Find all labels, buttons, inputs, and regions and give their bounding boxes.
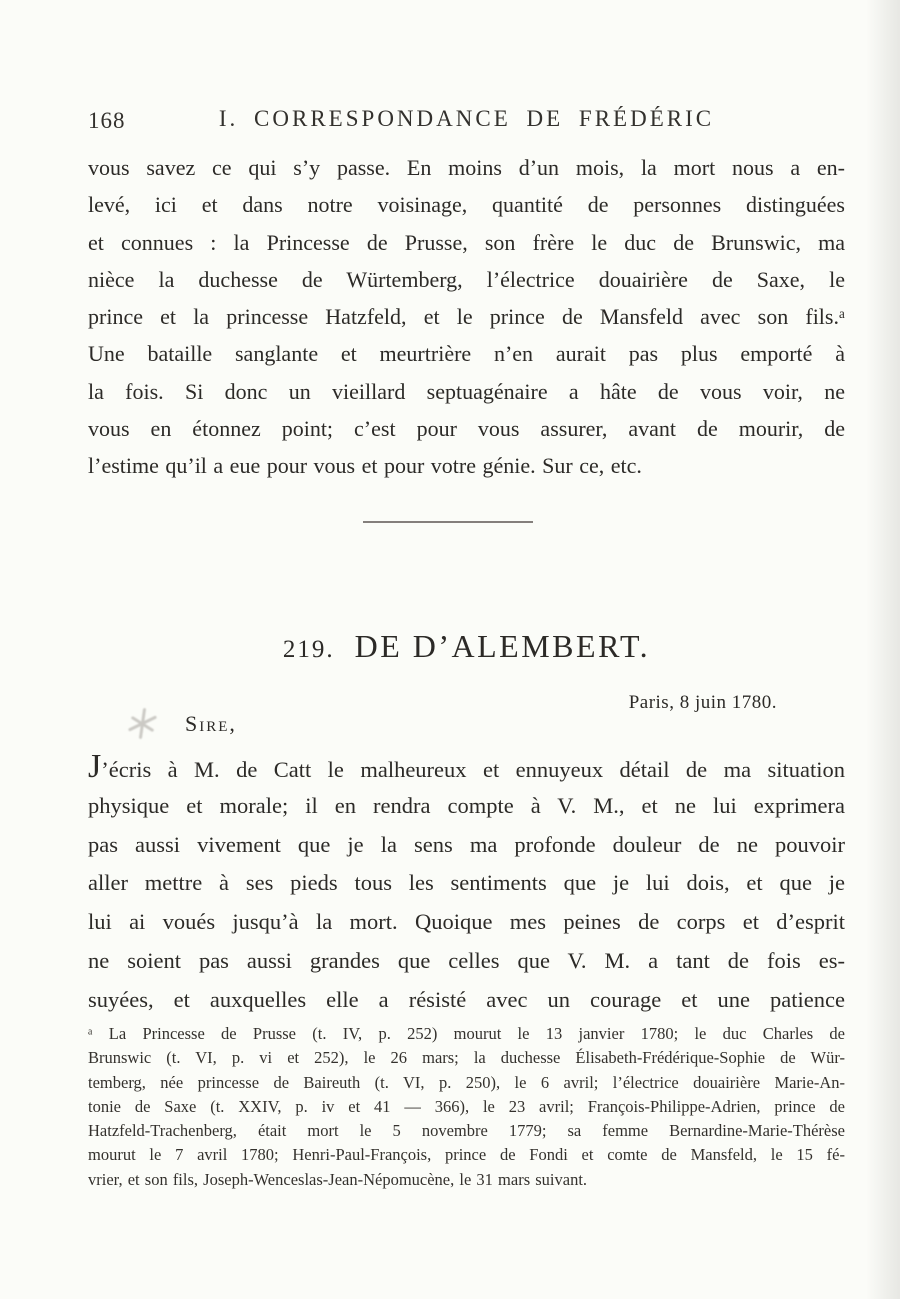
letter-body-paragraph <box>88 748 845 787</box>
letter-number: 219. <box>282 636 335 663</box>
page-header <box>88 106 845 136</box>
text-line: suyées, et auxquelles elle a résisté avec un courage et une patience <box>88 986 845 1012</box>
text-line: lui ai voués jusqu’à la mort. Quoique mes peines de corps et d’esprit <box>88 909 845 935</box>
footnote-line: tonie de Saxe (t. XXIV, p. iv et 41 — 366), le 23 avril; François-Philippe-Adrien, prince de <box>88 1096 845 1116</box>
text-line: l’estime qu’il a eue pour vous et pour votre génie. Sur ce, etc. <box>88 453 642 479</box>
page-number: 168 <box>88 108 126 133</box>
text-line: physique et morale; il en rendra compte à V. M., et ne lui exprimera <box>88 792 845 818</box>
letter-continuation-paragraph <box>88 149 845 485</box>
footnote-line: vrier, et son fils, Joseph-Wenceslas-Jean-Népomucène, le 31 mars suivant. <box>88 1169 588 1189</box>
text-line: ne soient pas aussi grandes que celles que V. M. a tant de fois es- <box>88 947 845 973</box>
text-line: nièce la duchesse de Würtemberg, l’électrice douairière de Saxe, le <box>88 266 845 292</box>
salutation: Sire, <box>185 711 237 736</box>
opening-line-text: ’écris à M. de Catt le malheureux et ennuyeux détail de ma situation <box>101 757 845 782</box>
text-line: Une bataille sanglante et meurtrière n’en aurait pas plus emporté à <box>88 341 845 367</box>
footnote-line: temberg, née princesse de Baireuth (t. VI, p. 250), le 6 avril; l’électrice douairière Marie-An- <box>88 1072 845 1092</box>
footnote-line: mourut le 7 avril 1780; Henri-Paul-François, prince de Fondi et comte de Mansfeld, le 15 fé- <box>88 1145 845 1165</box>
text-line: vous savez ce qui s’y passe. En moins d’un mois, la mort nous a en- <box>88 155 845 180</box>
running-title: I. CORRESPONDANCE DE FRÉDÉRIC <box>218 106 715 131</box>
page-edge-shading <box>866 0 900 1299</box>
text-line: levé, ici et dans notre voisinage, quantité de personnes distinguées <box>88 192 845 218</box>
opening-line <box>88 748 845 787</box>
letter-heading <box>88 628 845 665</box>
footnote-line: Hatzfeld-Trachenberg, était mort le 5 novembre 1779; sa femme Bernardine-Marie-Thérèse <box>88 1121 845 1141</box>
footnote <box>88 1022 845 1192</box>
text-line: et connues : la Princesse de Prusse, son frère le duc de Brunswic, ma <box>88 229 845 255</box>
footnote-line: ᵃ La Princesse de Prusse (t. IV, p. 252) mourut le 13 janvier 1780; le duc Charles de <box>88 1024 845 1043</box>
text-line: la fois. Si donc un vieillard septuagénaire a hâte de vous voir, ne <box>88 378 845 404</box>
letter-title: DE D’ALEMBERT. <box>354 628 651 664</box>
dateline: Paris, 8 juin 1780. <box>628 692 777 713</box>
drop-cap-initial: J <box>88 748 102 785</box>
text-line: pas aussi vivement que je la sens ma profonde douleur de ne pouvoir <box>88 831 845 857</box>
footnote-line: Brunswic (t. VI, p. vi et 252), le 26 mars; la duchesse Élisabeth-Frédérique-Sophie de Wür- <box>88 1048 845 1068</box>
ink-blot <box>125 705 159 743</box>
section-divider <box>363 521 533 523</box>
text-line: aller mettre à ses pieds tous les sentiments que je lui dois, et que je <box>88 870 845 896</box>
text-line: vous en étonnez point; c’est pour vous assurer, avant de mourir, de <box>88 416 845 442</box>
letter-body-lines <box>88 787 845 1020</box>
text-line: prince et la princesse Hatzfeld, et le prince de Mansfeld avec son fils.ᵃ <box>88 304 845 330</box>
